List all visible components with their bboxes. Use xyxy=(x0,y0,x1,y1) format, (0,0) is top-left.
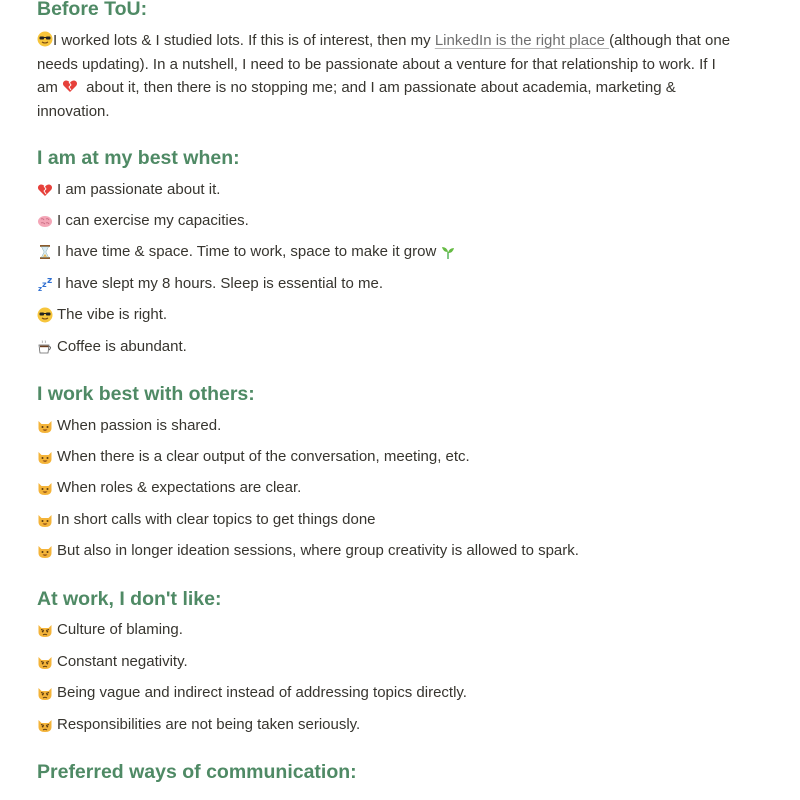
list-item xyxy=(37,620,183,640)
list-item xyxy=(37,447,470,467)
heart-icon xyxy=(37,182,53,198)
list-item xyxy=(37,274,383,294)
list-item xyxy=(37,180,220,200)
section-heading-before-tou: Before ToU: xyxy=(37,0,148,20)
smiling-cat-icon xyxy=(37,418,53,434)
section-heading-best: I am at my best when: xyxy=(37,147,240,169)
list-item xyxy=(37,683,467,703)
list-item-text: Constant negativity. xyxy=(57,653,188,670)
svg-text:z: z xyxy=(47,276,53,286)
list-item-text: I am passionate about it. xyxy=(57,181,221,198)
svg-text:z: z xyxy=(42,280,47,289)
smiling-cat-icon xyxy=(37,449,53,465)
list-item xyxy=(37,211,249,231)
svg-text:z: z xyxy=(38,285,43,292)
intro-text-continued: (although that one needs updating). In a nutshell, I need to be passionate about a venture for that relationship to work. If I am xyxy=(37,32,731,96)
coffee-icon xyxy=(37,339,53,355)
list-item-text: When passion is shared. xyxy=(57,417,222,434)
list-item xyxy=(37,715,360,735)
pouting-cat-icon xyxy=(37,654,53,670)
intro-paragraph xyxy=(37,29,737,123)
list-item xyxy=(37,305,167,325)
brain-icon xyxy=(37,213,53,229)
list-item xyxy=(37,416,221,436)
list-item-text: Coffee is abundant. xyxy=(57,338,187,355)
list-item xyxy=(37,242,460,262)
pouting-cat-icon xyxy=(37,685,53,701)
section-heading-others: I work best with others: xyxy=(37,383,255,405)
pouting-cat-icon xyxy=(37,717,53,733)
section-heading-communication: Preferred ways of communication: xyxy=(37,761,357,783)
intro-text-end: about it, then there is no stopping me; and I am passionate about academia, marketing & innovation. xyxy=(37,79,676,120)
list-item-text: When roles & expectations are clear. xyxy=(57,479,302,496)
smiling-cat-icon xyxy=(37,480,53,496)
sleep-icon xyxy=(37,276,53,292)
list-item-text: I have slept my 8 hours. Sleep is essential to me. xyxy=(57,275,383,292)
sunglasses-icon xyxy=(37,31,53,47)
list-item-text: I can exercise my capacities. xyxy=(57,212,249,229)
list-item-text: Being vague and indirect instead of addressing topics directly. xyxy=(57,684,467,701)
smiling-cat-icon xyxy=(37,543,53,559)
list-item xyxy=(37,478,301,498)
pouting-cat-icon xyxy=(37,622,53,638)
list-item-text: When there is a clear output of the conversation, meeting, etc. xyxy=(57,448,470,465)
seedling-icon xyxy=(440,244,456,260)
list-item-text: In short calls with clear topics to get things done xyxy=(57,511,376,528)
section-heading-dislike: At work, I don't like: xyxy=(37,588,222,610)
sunglasses-icon xyxy=(37,307,53,323)
list-item xyxy=(37,337,187,357)
list-item xyxy=(37,541,579,561)
list-item-text: But also in longer ideation sessions, where group creativity is allowed to spark. xyxy=(57,542,579,559)
heart-icon xyxy=(62,78,78,94)
intro-text: I worked lots & I studied lots. If this is of interest, then my xyxy=(53,32,435,49)
list-item xyxy=(37,510,376,530)
hourglass-icon xyxy=(37,244,53,260)
smiling-cat-icon xyxy=(37,512,53,528)
list-item xyxy=(37,652,188,672)
list-item-text: Culture of blaming. xyxy=(57,621,183,638)
list-item-text: Responsibilities are not being taken seriously. xyxy=(57,716,361,733)
list-item-text: The vibe is right. xyxy=(57,306,168,323)
list-item-text: I have time & space. Time to work, space to make it grow xyxy=(57,243,437,260)
linkedin-link[interactable]: LinkedIn is the right place xyxy=(434,32,610,49)
